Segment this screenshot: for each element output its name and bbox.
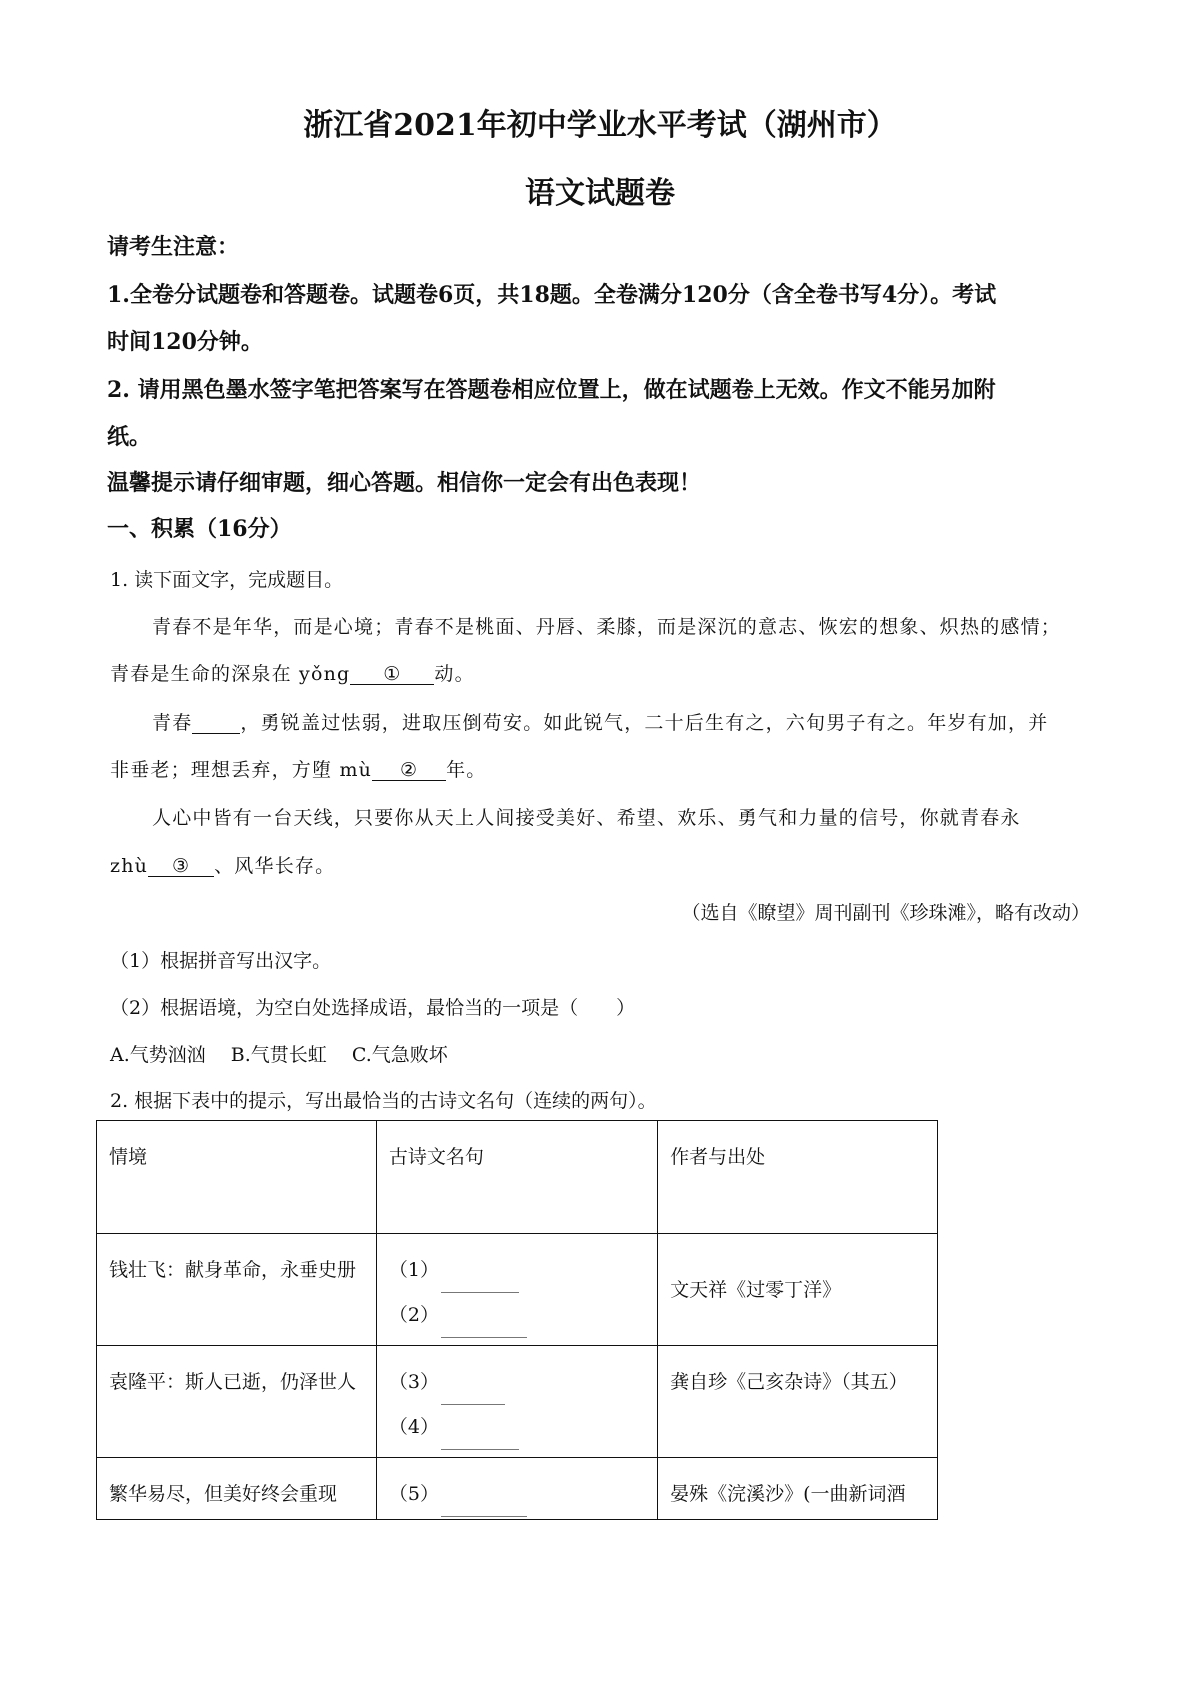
passage-paragraph-2-line-1 xyxy=(152,708,1048,735)
row-context: 钱壮飞：献身革命，永垂史册 xyxy=(97,1234,377,1346)
table-row xyxy=(97,1234,938,1346)
passage-paragraph-1-line-2 xyxy=(110,659,475,686)
row-verse-blanks xyxy=(376,1458,657,1520)
verse-blank-label: （3） xyxy=(388,1371,439,1393)
verse-answer-line[interactable] xyxy=(441,1293,527,1338)
passage-paragraph-1-line-1: 青春不是年华，而是心境；青春不是桃面、丹唇、柔膝，而是深沉的意志、恢宏的想象、炽热的感情； xyxy=(152,616,1062,638)
question-2-prompt: 2. 根据下表中的提示，写出最恰当的古诗文名句（连续的两句）。 xyxy=(110,1090,657,1112)
section-heading: 一、积累（16分） xyxy=(107,516,292,542)
verse-answer-line[interactable] xyxy=(441,1472,527,1517)
table-header-source: 作者与出处 xyxy=(658,1121,938,1234)
verse-blank-label: （2） xyxy=(388,1304,439,1326)
fill-blank-2[interactable]: ② xyxy=(372,761,446,781)
row-source: 龚自珍《己亥杂诗》（其五） xyxy=(658,1346,938,1458)
sub-question-2: （2）根据语境，为空白处选择成语，最恰当的一项是（ ） xyxy=(110,997,636,1019)
table-header-context: 情境 xyxy=(97,1121,377,1234)
notice-tip: 温馨提示请仔细审题，细心答题。相信你一定会有出色表现！ xyxy=(107,470,702,496)
fill-blank-3[interactable]: ③ xyxy=(148,857,214,877)
poetry-table xyxy=(96,1120,938,1520)
notice-item-1-line-1: 1.全卷分试题卷和答题卷。试题卷6页，共18题。全卷满分120分（含全卷书写4分）。考试 xyxy=(107,282,997,308)
notice-heading: 请考生注意： xyxy=(107,234,240,260)
row-context: 袁隆平：斯人已逝，仍泽世人 xyxy=(97,1346,377,1458)
verse-blank-label: （1） xyxy=(388,1259,439,1281)
idiom-blank[interactable] xyxy=(192,714,240,734)
question-1-prompt: 1. 读下面文字，完成题目。 xyxy=(110,569,344,591)
notice-item-2-line-1: 2. 请用黑色墨水签字笔把答案写在答题卷相应位置上，做在试题卷上无效。作文不能另加附 xyxy=(107,377,996,403)
passage-text: 青春 xyxy=(152,712,193,734)
exam-subtitle: 语文试题卷 xyxy=(525,176,675,211)
table-row xyxy=(97,1458,938,1520)
verse-answer-line[interactable] xyxy=(441,1360,505,1405)
verse-answer-line[interactable] xyxy=(441,1405,519,1450)
verse-blank-label: （4） xyxy=(388,1416,439,1438)
table-header-verse: 古诗文名句 xyxy=(376,1121,657,1234)
passage-text: 青春是生命的深泉在 yǒng xyxy=(110,663,351,685)
row-verse-blanks xyxy=(376,1234,657,1346)
row-source: 晏殊《浣溪沙》(一曲新词酒 xyxy=(658,1458,938,1520)
verse-answer-line[interactable] xyxy=(441,1248,519,1293)
passage-paragraph-3-line-2 xyxy=(110,851,335,878)
passage-paragraph-3-line-1: 人心中皆有一台天线，只要你从天上人间接受美好、希望、欢乐、勇气和力量的信号，你就青春永 xyxy=(152,807,1021,829)
passage-source: （选自《瞭望》周刊副刊《珍珠滩》，略有改动） xyxy=(681,902,1090,924)
row-verse-blanks xyxy=(376,1346,657,1458)
passage-text: 非垂老；理想丢弃，方堕 mù xyxy=(110,759,373,781)
passage-paragraph-2-line-2 xyxy=(110,755,487,782)
table-row xyxy=(97,1346,938,1458)
sub-question-1: （1）根据拼音写出汉字。 xyxy=(110,950,332,972)
notice-item-1-line-2: 时间120分钟。 xyxy=(107,329,263,355)
passage-text: zhù xyxy=(110,855,149,877)
fill-blank-1[interactable]: ① xyxy=(350,665,434,685)
row-source: 文天祥《过零丁洋》 xyxy=(658,1234,938,1346)
passage-text: ，勇锐盖过怯弱，进取压倒苟安。如此锐气，二十后生有之，六旬男子有之。年岁有加，并 xyxy=(240,712,1049,734)
table-header-row xyxy=(97,1121,938,1234)
verse-blank-label: （5） xyxy=(388,1483,439,1505)
row-context: 繁华易尽，但美好终会重现 xyxy=(97,1458,377,1520)
passage-text: 、风华长存。 xyxy=(214,855,336,877)
passage-text: 年。 xyxy=(446,759,487,781)
notice-item-2-line-2: 纸。 xyxy=(107,424,152,450)
exam-title: 浙江省2021年初中学业水平考试（湖州市） xyxy=(303,108,897,143)
answer-options: A.气势汹汹 B.气贯长虹 C.气急败坏 xyxy=(110,1044,448,1066)
passage-text: 动。 xyxy=(434,663,475,685)
